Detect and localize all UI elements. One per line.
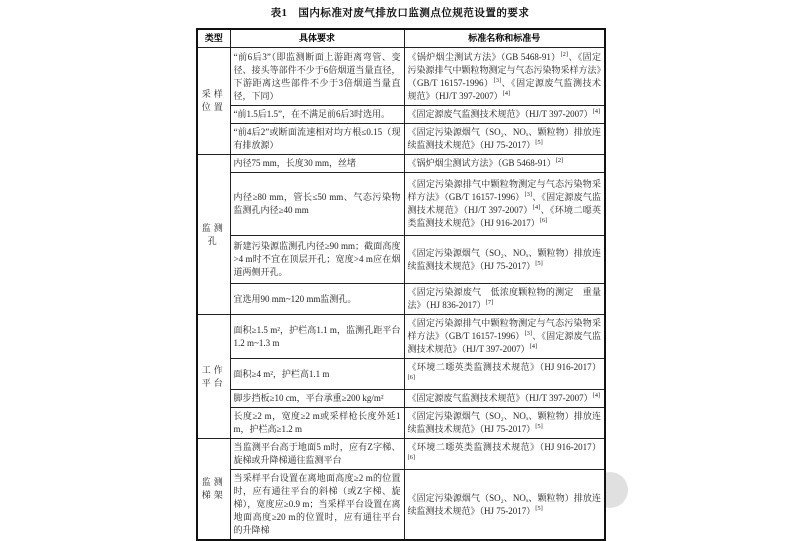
table-row <box>197 106 605 124</box>
requirement-cell: 新建污染源监测孔内径≥90 mm；截面高度>4 m时不宜在顶层开孔；宽度>4 m应在烟道两侧开孔。 <box>230 236 404 284</box>
standard-cell: 《环境二噁英类监测技术规范》（HJ 916-2017）[6] <box>404 359 605 390</box>
header-requirement: 具体要求 <box>230 29 404 48</box>
table-row <box>197 359 605 390</box>
standard-cell: 《固定污染源烟气（SO₂、NOₓ、颗粒物）排放连续监测技术规范》（HJ 75-2017）[5] <box>404 408 605 439</box>
header-type: 类型 <box>197 29 230 48</box>
table-row <box>197 173 605 236</box>
standard-cell: 《固定污染源烟气（SO₂、NOₓ、颗粒物）排放连续监测技术规范》（HJ 75-2017）[5] <box>404 236 605 284</box>
standard-cell: 《环境二噁英类监测技术规范》（HJ 916-2017）[6] <box>404 439 605 470</box>
requirement-cell: “前6后3”（即监测断面上游距离弯管、变径、接头等部件不少于6倍烟道当量直径，下游距离这些部件不少于3倍烟道当量直径，下同） <box>230 48 404 106</box>
group-label-monitoring-hole: 监测孔 <box>197 155 230 315</box>
requirement-cell: 面积≥1.5 m²，护栏高1.1 m，监测孔距平台1.2 m~1.3 m <box>230 315 404 359</box>
standard-cell: 《固定污染源排气中颗粒物测定与气态污染物采样方法》（GB/T 16157-1996）[3]、《固定源废气监测技术规范》（HJ/T 397-2007）[4]、《环境二噁英类监测技术规范》（HJ 916-2017）[6] <box>404 173 605 236</box>
requirement-cell: 当采样平台设置在离地面高度≥2 m的位置时，应有通往平台的斜梯（或Z字梯、旋梯），宽度应≥0.9 m；当采样平台设置在离地面高度≥20 m的位置时，应有通往平台的升降梯 <box>230 470 404 541</box>
requirement-cell: 长度≥2 m，宽度≥2 m或采样枪长度外延1 m，护栏高≥1.2 m <box>230 408 404 439</box>
standard-cell: 《固定源废气监测技术规范》（HJ/T 397-2007）[4] <box>404 390 605 408</box>
header-standard: 标准名称和标准号 <box>404 29 605 48</box>
table-row <box>197 155 605 173</box>
table-row <box>197 48 605 106</box>
table-row <box>197 439 605 470</box>
requirement-cell: 当监测平台高于地面5 m时，应有Z字梯、旋梯或升降梯通往监测平台 <box>230 439 404 470</box>
table-header-row <box>197 29 605 48</box>
table-row <box>197 315 605 359</box>
table-row <box>197 470 605 541</box>
requirement-cell: 脚步挡板≥10 cm，平台承重≥200 kg/m² <box>230 390 404 408</box>
standard-cell: 《固定污染源废气 低浓度颗粒物的测定 重量法》（HJ 836-2017）[7] <box>404 284 605 315</box>
group-label-work-platform: 工作平台 <box>197 315 230 439</box>
requirement-cell: 面积≥4 m²，护栏高1.1 m <box>230 359 404 390</box>
standard-cell: 《固定污染源排气中颗粒物测定与气态污染物采样方法》（GB/T 16157-1996）[3]、《固定源废气监测技术规范》（HJ/T 397-2007）[4] <box>404 315 605 359</box>
requirement-cell: “前1.5后1.5”，在不满足前6后3时选用。 <box>230 106 404 124</box>
standard-cell: 《固定源废气监测技术规范》（HJ/T 397-2007）[4] <box>404 106 605 124</box>
table-title: 表1 国内标准对废气排放口监测点位规范设置的要求 <box>270 8 530 19</box>
requirement-cell: 内径75 mm，长度30 mm，丝堵 <box>230 155 404 173</box>
group-label-sampling-position: 采样位置 <box>197 48 230 155</box>
table-row <box>197 390 605 408</box>
requirement-cell: “前4后2”或断面流速相对均方根≤0.15（现有排放源） <box>230 124 404 155</box>
table-row <box>197 124 605 155</box>
group-label-monitoring-ladder: 监测梯架 <box>197 439 230 541</box>
requirement-cell: 宜选用90 mm~120 mm监测孔。 <box>230 284 404 315</box>
standard-cell: 《固定污染源烟气（SO₂、NOₓ、颗粒物）排放连续监测技术规范》（HJ 75-2017）[5] <box>404 124 605 155</box>
standards-table <box>196 28 606 541</box>
requirement-cell: 内径≥80 mm，管长≤50 mm、气态污染物监测孔内径≥40 mm <box>230 173 404 236</box>
standard-cell: 《锅炉烟尘测试方法》（GB 5468-91）[2] <box>404 155 605 173</box>
table-row <box>197 408 605 439</box>
standards-table-container <box>196 28 604 541</box>
standard-cell: 《固定污染源烟气（SO₂、NOₓ、颗粒物）排放连续监测技术规范》（HJ 75-2017）[5] <box>404 470 605 541</box>
standard-cell: 《锅炉烟尘测试方法》（GB 5468-91）[2]、《固定污染源排气中颗粒物测定与气态污染物采样方法》（GB/T 16157-1996）[3]、《固定源废气监测技术规范》（HJ/T 397-2007）[4] <box>404 48 605 106</box>
table-row <box>197 236 605 284</box>
table-row <box>197 284 605 315</box>
